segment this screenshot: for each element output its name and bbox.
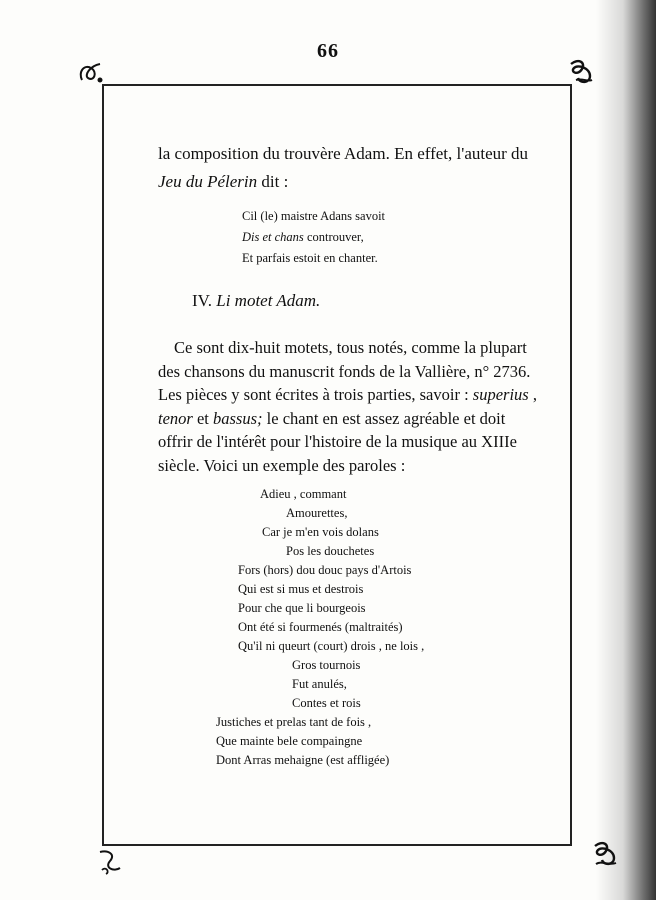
poem-line: Adieu , commant — [260, 487, 347, 501]
verse-quotation — [242, 206, 385, 269]
section-numeral: IV. — [192, 291, 212, 310]
poem-line: Contes et rois — [292, 696, 361, 710]
verse-line-3: Et parfais estoit en chanter. — [242, 251, 378, 265]
flourish-icon — [94, 846, 124, 876]
intro-line-1: la composition du trouvère Adam. En effet, l'auteur du — [158, 144, 529, 163]
paragraph-line-5: offrir de l'intérêt pour l'histoire de la musique au XIIIe — [158, 432, 517, 451]
verse-line-2 — [242, 227, 385, 248]
verse-line-1: Cil (le) maistre Adans savoit — [242, 209, 386, 223]
poem-line: Que mainte bele compaingne — [216, 734, 363, 748]
poem-line: Ont été si fourmenés (maltraités) — [238, 620, 403, 634]
section-title: Li motet Adam. — [216, 291, 321, 310]
term-bassus: bassus; — [213, 408, 263, 428]
paragraph-line-4-a: et — [192, 408, 214, 428]
poem-line: Car je m'en vois dolans — [262, 525, 379, 539]
verse-line-2-italic: Dis et chans — [242, 230, 304, 244]
paragraph-line-3-b: , — [528, 385, 537, 404]
page-number: 66 — [317, 40, 339, 62]
paragraph-line-3-a: Les pièces y sont écrites à trois parties, savoir : — [158, 385, 473, 404]
paragraph-line-4 — [158, 407, 553, 431]
poem-line: Amourettes, — [286, 506, 348, 520]
term-superius: superius — [472, 385, 529, 404]
poem-line: Qui est si mus et destrois — [238, 582, 364, 596]
paragraph-line-2: des chansons du manuscrit fonds de la Vallière, n° 2736. — [158, 361, 531, 381]
intro-line-2 — [158, 168, 548, 196]
poem-line: Dont Arras mehaigne (est affligée) — [216, 753, 390, 767]
paragraph-line-1: Ce sont dix-huit motets, tous notés, comme la plupart — [174, 338, 527, 357]
term-tenor: tenor — [158, 408, 193, 428]
spine-shadow — [596, 0, 656, 900]
poem-line: Gros tournois — [292, 658, 361, 672]
poem-line: Fut anulés, — [292, 677, 347, 691]
section-heading — [192, 288, 320, 314]
flourish-icon — [566, 56, 596, 86]
intro-line-2-rest: dit : — [257, 172, 289, 191]
poem-line: Pour che que li bourgeois — [238, 601, 366, 615]
poem-line: Fors (hors) dou douc pays d'Artois — [238, 563, 412, 577]
poem-line: Qu'il ni queurt (court) drois , ne lois , — [238, 639, 425, 653]
verse-line-2-rest: controuver, — [303, 230, 364, 244]
poem-line: Pos les douchetes — [286, 544, 375, 558]
flourish-icon — [76, 58, 106, 88]
paragraph-line-6: siècle. Voici un exemple des paroles : — [158, 455, 406, 475]
paragraph-line-4-b: le chant en est assez agréable et doit — [262, 408, 506, 428]
main-paragraph — [158, 336, 553, 477]
paragraph-line-3 — [158, 383, 553, 407]
flourish-icon — [590, 838, 620, 868]
work-title-italic: Jeu du Pélerin — [158, 172, 258, 191]
poem-line: Justiches et prelas tant de fois , — [216, 715, 372, 729]
intro-paragraph — [158, 140, 548, 196]
